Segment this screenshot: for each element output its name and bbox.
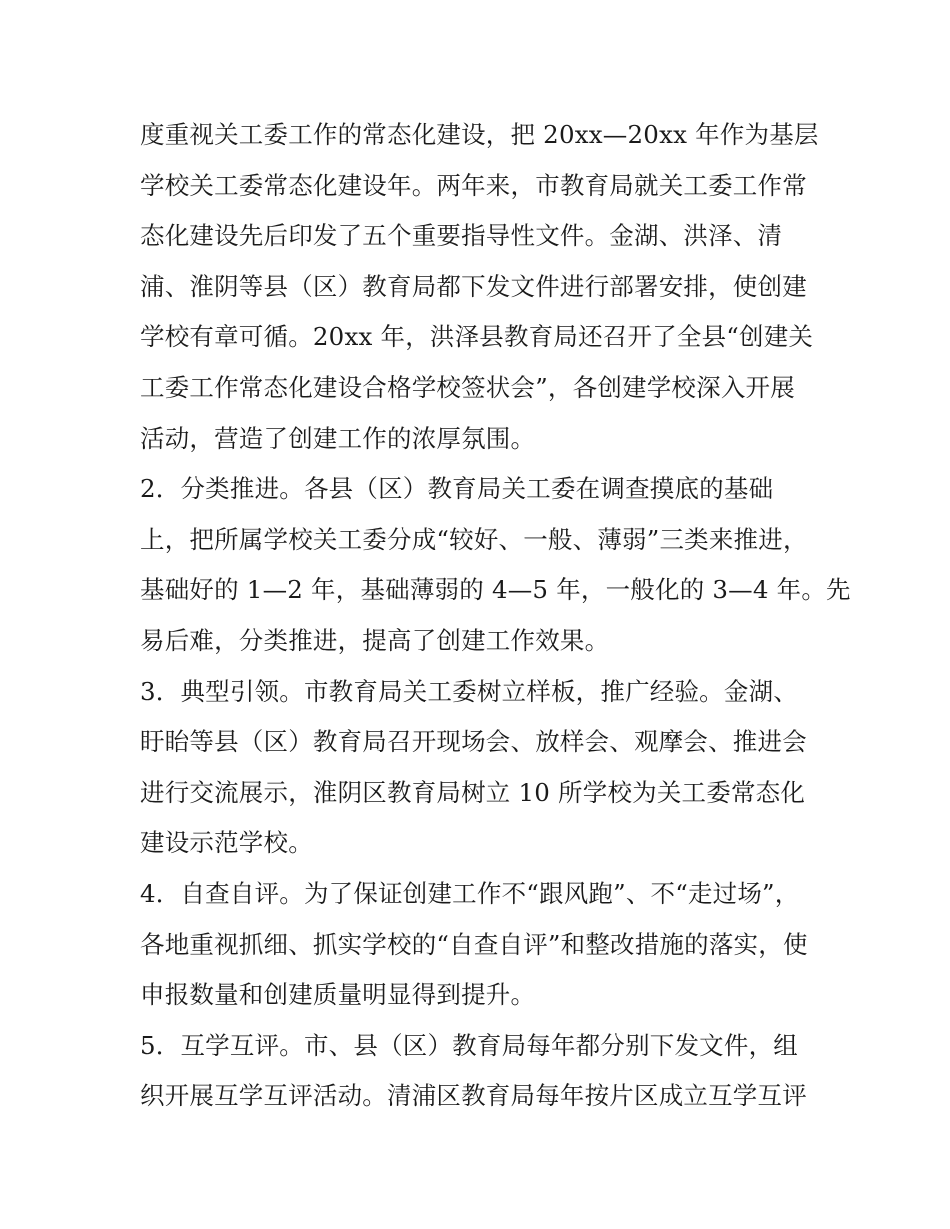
text-line: 度重视关工委工作的常态化建设，把 20xx—20xx 年作为基层 [140, 120, 819, 149]
text-line: 织开展互学互评活动。清浦区教育局每年按片区成立互学互评 [140, 1081, 807, 1111]
text-line: 2．分类推进。各县（区）教育局关工委在调查摸底的基础 [140, 474, 774, 504]
text-line: 建设示范学校。 [140, 828, 313, 858]
text-line: 易后难，分类推进，提高了创建工作效果。 [140, 625, 610, 655]
text-line: 上，把所属学校关工委分成“较好、一般、薄弱”三类来推进， [140, 524, 808, 554]
text-line: 基础好的 1—2 年，基础薄弱的 4—5 年，一般化的 3—4 年。先 [140, 575, 851, 605]
text-line: 活动，营造了创建工作的浓厚氛围。 [140, 423, 536, 453]
text-line: 4．自查自评。为了保证创建工作不“跟风跑”、不“走过场”， [140, 878, 800, 908]
text-line: 态化建设先后印发了五个重要指导性文件。金湖、洪泽、清 [140, 221, 783, 251]
text-line: 3．典型引领。市教育局关工委树立样板，推广经验。金湖、 [140, 676, 798, 706]
text-line: 进行交流展示，淮阴区教育局树立 10 所学校为关工委常态化 [140, 777, 806, 807]
text-line: 浦、淮阴等县（区）教育局都下发文件进行部署安排，使创建 [140, 271, 807, 301]
text-line: 5．互学互评。市、县（区）教育局每年都分别下发文件，组 [140, 1030, 798, 1060]
text-line: 申报数量和创建质量明显得到提升。 [140, 980, 536, 1010]
text-line: 学校有章可循。20xx 年，洪泽县教育局还召开了全县“创建关 [140, 322, 814, 352]
text-line: 工委工作常态化建设合格学校签状会”，各创建学校深入开展 [140, 372, 795, 402]
body-text [140, 110, 851, 1122]
text-line: 各地重视抓细、抓实学校的“自查自评”和整改措施的落实，使 [140, 929, 808, 959]
text-line: 盱眙等县（区）教育局召开现场会、放样会、观摩会、推进会 [140, 727, 807, 757]
text-line: 学校关工委常态化建设年。两年来，市教育局就关工委工作常 [140, 170, 807, 200]
